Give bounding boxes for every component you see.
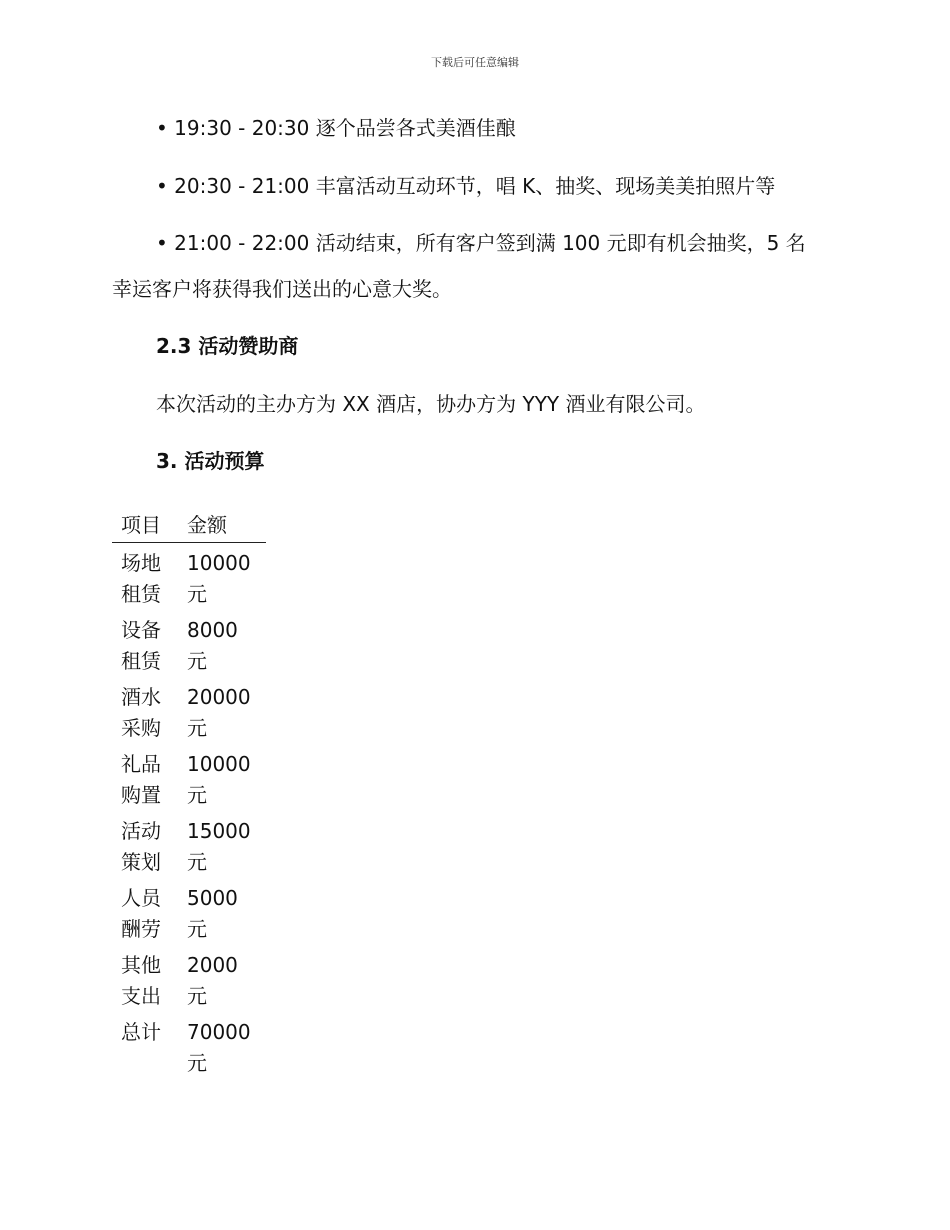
section-heading-budget: 3. 活动预算 (156, 449, 265, 473)
budget-table (112, 505, 266, 1079)
budget-amount-cell: 70000 元 (187, 1020, 251, 1075)
table-row (112, 945, 266, 1012)
table-row (112, 543, 266, 611)
schedule-item-1: • 19:30 - 20:30 逐个品尝各式美酒佳酿 (156, 116, 516, 140)
page-header: 下载后可任意编辑 (431, 56, 519, 69)
budget-item-cell: 活动策划 (121, 819, 161, 874)
schedule-item-2: • 20:30 - 21:00 丰富活动互动环节，唱 K、抽奖、现场美美拍照片等 (156, 174, 776, 198)
schedule-item-3: • 21:00 - 22:00 活动结束，所有客户签到满 100 元即有机会抽奖，5 名幸运客户将获得我们送出的心意大奖。 (112, 231, 806, 301)
budget-item-cell: 其他支出 (121, 953, 161, 1008)
budget-table-header-row (112, 505, 266, 543)
budget-amount-cell: 8000 元 (187, 618, 238, 673)
table-row (112, 610, 266, 677)
budget-item-cell: 酒水采购 (121, 685, 161, 740)
budget-item-cell: 场地租赁 (121, 551, 161, 606)
budget-amount-cell: 15000 元 (187, 819, 251, 874)
budget-amount-cell: 20000 元 (187, 685, 251, 740)
section-heading-sponsors: 2.3 活动赞助商 (156, 334, 299, 358)
table-row-total (112, 1012, 266, 1079)
budget-item-cell: 总计 (121, 1020, 161, 1044)
table-row (112, 878, 266, 945)
budget-item-cell: 设备租赁 (121, 618, 161, 673)
table-row (112, 677, 266, 744)
table-row (112, 744, 266, 811)
sponsors-paragraph: 本次活动的主办方为 XX 酒店，协办方为 YYY 酒业有限公司。 (156, 392, 706, 416)
budget-amount-cell: 10000 元 (187, 551, 251, 606)
column-header-item: 项目 (112, 505, 178, 543)
budget-amount-cell: 5000 元 (187, 886, 238, 941)
budget-amount-cell: 10000 元 (187, 752, 251, 807)
budget-item-cell: 礼品购置 (121, 752, 161, 807)
table-row (112, 811, 266, 878)
budget-amount-cell: 2000 元 (187, 953, 238, 1008)
budget-item-cell: 人员酬劳 (121, 886, 161, 941)
column-header-amount: 金额 (178, 505, 266, 543)
